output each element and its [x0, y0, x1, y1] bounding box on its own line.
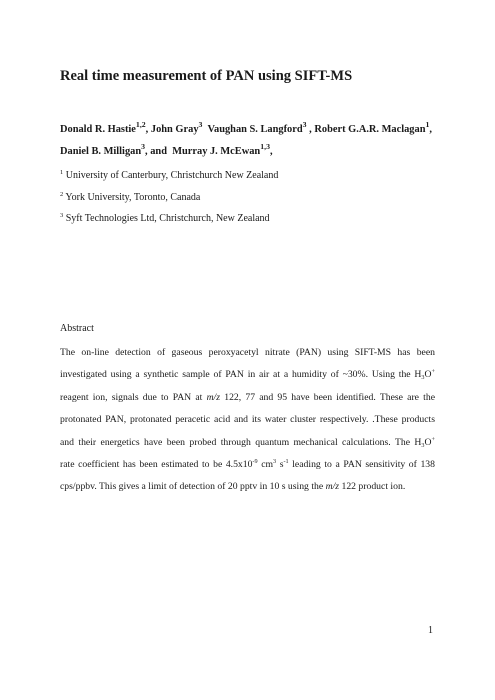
author-separator: , [429, 124, 432, 135]
superscript: + [431, 368, 435, 376]
abstract-text: cps/ppbv. This gives a limit of detection of 20 pptv in 10 s using the [60, 481, 326, 493]
affiliation-number: 2 [60, 191, 64, 198]
abstract-text: protonated PAN, protonated peracetic acid and its water cluster respectively. .These products [60, 414, 435, 426]
author-separator: , [269, 146, 273, 157]
superscript: -1 [283, 458, 289, 466]
author-name: Robert G.A.R. Maclagan [314, 124, 426, 135]
author-name: John Gray [150, 124, 199, 135]
author-separator: , and [145, 146, 167, 157]
author-affiliation-marker: 1,2 [135, 120, 146, 129]
abstract-text: cm [257, 459, 274, 471]
abstract-text: s [276, 459, 284, 471]
abstract-line [60, 364, 435, 386]
abstract-line [60, 342, 435, 364]
affiliation-text: Syft Technologies Ltd, Christchurch, New Zealand [65, 213, 270, 224]
abstract-line [60, 476, 435, 498]
author-affiliation-marker: 3 [302, 120, 307, 129]
author-line-1 [60, 120, 432, 135]
superscript: -9 [252, 458, 258, 466]
affiliation-number: 3 [60, 212, 64, 219]
author-separator: , [145, 124, 149, 135]
author-affiliation-marker: 3 [198, 120, 203, 129]
abstract-line [60, 387, 435, 409]
abstract-text: 122, 77 and 95 have been identified. These are the [220, 391, 435, 403]
author-name: Murray J. McEwan [172, 146, 261, 157]
paper-title: Real time measurement of PAN using SIFT-MS [60, 68, 353, 84]
abstract-text: leading to a PAN sensitivity of 138 [288, 459, 435, 471]
abstract-text: O [424, 369, 432, 381]
italic-term: m/z [325, 481, 340, 493]
abstract-text: 122 product ion. [339, 481, 406, 493]
abstract-line [60, 432, 435, 454]
abstract-text: reagent ion, signals due to PAN at [60, 391, 207, 403]
author-name: Daniel B. Milligan [60, 146, 142, 157]
superscript: + [431, 435, 435, 443]
affiliation [60, 213, 270, 224]
affiliation [60, 170, 278, 181]
abstract-text: The on-line detection of gaseous peroxyacetyl nitrate (PAN) using SIFT-MS has been [60, 347, 435, 358]
author-separator: , [306, 124, 312, 135]
abstract-heading: Abstract [60, 323, 94, 334]
abstract-text: O [424, 436, 432, 448]
author-affiliation-marker: 1 [425, 120, 430, 129]
affiliation-text: York University, Toronto, Canada [65, 192, 201, 203]
subscript: 3 [421, 374, 425, 382]
abstract-text: rate coefficient has been estimated to be 4.5x10 [60, 459, 253, 471]
italic-term: m/z [206, 391, 221, 403]
abstract-body [60, 342, 435, 499]
abstract-line [60, 409, 435, 431]
author-affiliation-marker: 1,3 [260, 142, 270, 151]
author-name: Vaughan S. Langford [207, 124, 303, 135]
affiliation-number: 1 [60, 169, 64, 176]
subscript: 3 [421, 441, 425, 449]
superscript: 3 [273, 458, 277, 466]
author-name: Donald R. Hastie [60, 124, 136, 135]
affiliation-text: University of Canterbury, Christchurch New Zealand [65, 170, 279, 181]
page-number: 1 [428, 625, 433, 636]
author-line-2 [60, 142, 273, 157]
abstract-line [60, 454, 435, 476]
abstract-text: investigated using a synthetic sample of PAN in air at a humidity of ~30%. Using the H [60, 369, 422, 381]
affiliation [60, 192, 200, 203]
author-affiliation-marker: 3 [141, 142, 146, 151]
abstract-text: and their energetics have been probed through quantum mechanical calculations. The H [60, 436, 422, 448]
